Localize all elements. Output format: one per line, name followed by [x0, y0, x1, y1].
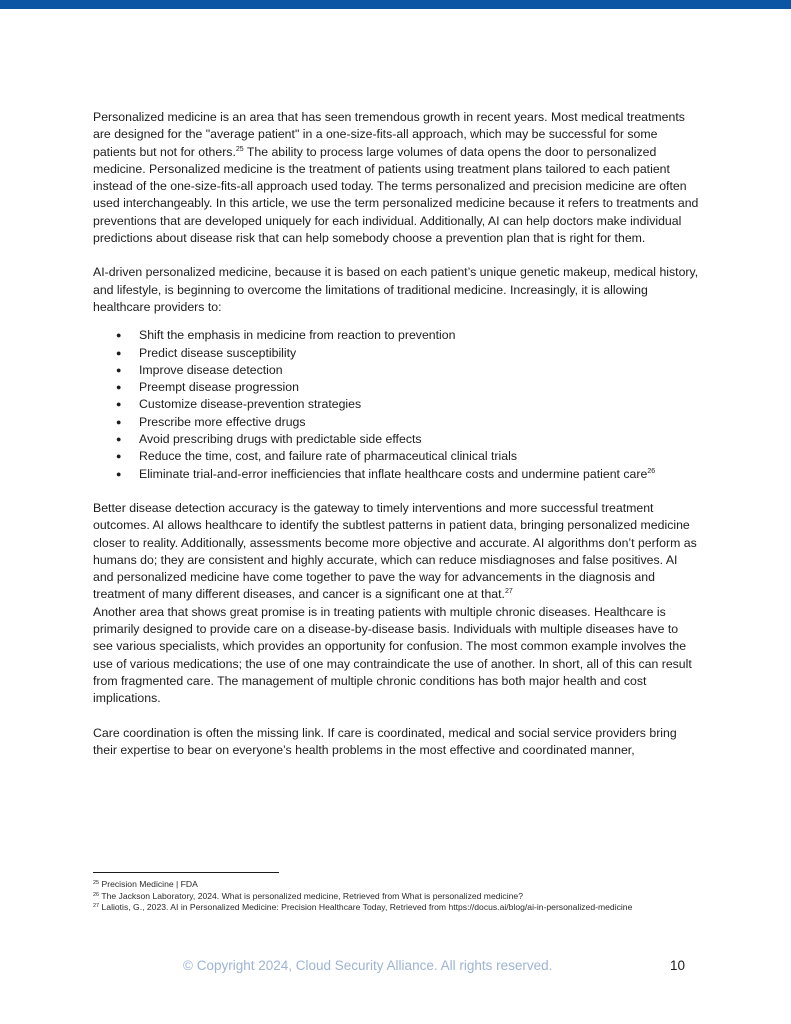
footnote-divider [93, 872, 279, 873]
list-item: ● Prescribe more effective drugs [93, 414, 699, 431]
footnote-27: $^{27}$ Laliotis, G., 2023. AI in Personalized Medicine: Precision Healthcare Today, Retrieved from https://docus.ai/blog/ai-in-personalized-medicine [93, 902, 633, 913]
paragraph-disease-detection: Better disease detection accuracy is the gateway to timely interventions and more successful treatment outcomes. AI allows healthcare to identify the subtlest patterns in patient data, bringing personalized medicine closer to reality. Additionally, assessments become more objective and accurate. AI algorithms don’t perform as humans do; they are consistent and highly accurate, which can reduce misdiagnoses and false positives. AI and personalized medicine have come together to pave the way for advancements in the diagnosis and treatment of many different diseases, and cancer is a significant one at that.$^{27}$ [93, 500, 697, 602]
copyright-notice: © Copyright 2024, Cloud Security Alliance. All rights reserved. [183, 958, 553, 973]
list-item: ● Preempt disease progression [93, 379, 699, 396]
paragraph-chronic-diseases: Another area that shows great promise is in treating patients with multiple chronic diseases. Healthcare is primarily designed to provide care on a disease-by-disease basis. Individuals with multiple diseases have to see various specialists, which provides an opportunity for confusion. The most common example involves the use of various medications; the use of one may contraindicate the use of another. In short, all of this can result from fragmented care. The management of multiple chronic conditions has both major health and cost implications. [93, 604, 692, 706]
paragraph-personalized-medicine: Personalized medicine is an area that has seen tremendous growth in recent years. Most medical treatments are designed for the "average patient" in a one-size-fits-all approach, which may be successful for some patients but not for others.$^{25}$ The ability to process large volumes of data opens the door to personalized medicine. Personalized medicine is the treatment of patients using treatment plans tailored to each patient instead of the one-size-fits-all approach used today. The terms personalized and precision medicine are often used interchangeably. In this article, we use the term personalized medicine because it refers to treatments and preventions that are developed uniquely for each individual. Additionally, AI can help doctors make individual predictions about disease risk that can help somebody choose a prevention plan that is right for them. [93, 110, 699, 246]
footnote-ref-27[interactable]: 27 [504, 588, 513, 596]
footnote-ref-25[interactable]: 25 [235, 145, 244, 153]
list-item: ● Avoid prescribing drugs with predictable side effects [93, 431, 699, 448]
list-item: ● Shift the emphasis in medicine from reaction to prevention [93, 327, 699, 344]
top-accent-bar [0, 0, 791, 9]
footnotes [93, 879, 699, 914]
paragraph-care-coordination: Care coordination is often the missing link. If care is coordinated, medical and social service providers bring their expertise to bear on everyone’s health problems in the most effective and coordinated manner, [93, 725, 677, 757]
footnote-25: $^{25}$ Precision Medicine | FDA [93, 879, 198, 889]
list-item: ● Improve disease detection [93, 362, 699, 379]
list-item: ● Customize disease-prevention strategies [93, 396, 699, 413]
body-content [93, 109, 699, 759]
footnote-26: $^{26}$ The Jackson Laboratory, 2024. What is personalized medicine, Retrieved from What is personalized medicine? [93, 890, 523, 901]
list-item: ● Predict disease susceptibility [93, 345, 699, 362]
list-item: ● Reduce the time, cost, and failure rate of pharmaceutical clinical trials [93, 448, 699, 465]
page-number: 10 [670, 958, 686, 973]
footnote-ref-26[interactable]: 26 [647, 467, 656, 475]
bullet-list [93, 327, 699, 483]
list-item: ● Eliminate trial-and-error inefficiencies that inflate healthcare costs and undermine patient care$^{26}$ [93, 466, 699, 483]
paragraph-ai-driven: AI-driven personalized medicine, because it is based on each patient’s unique genetic makeup, medical history, and lifestyle, is beginning to overcome the limitations of traditional medicine. Increasingly, it is allowing healthcare providers to: [93, 265, 699, 314]
